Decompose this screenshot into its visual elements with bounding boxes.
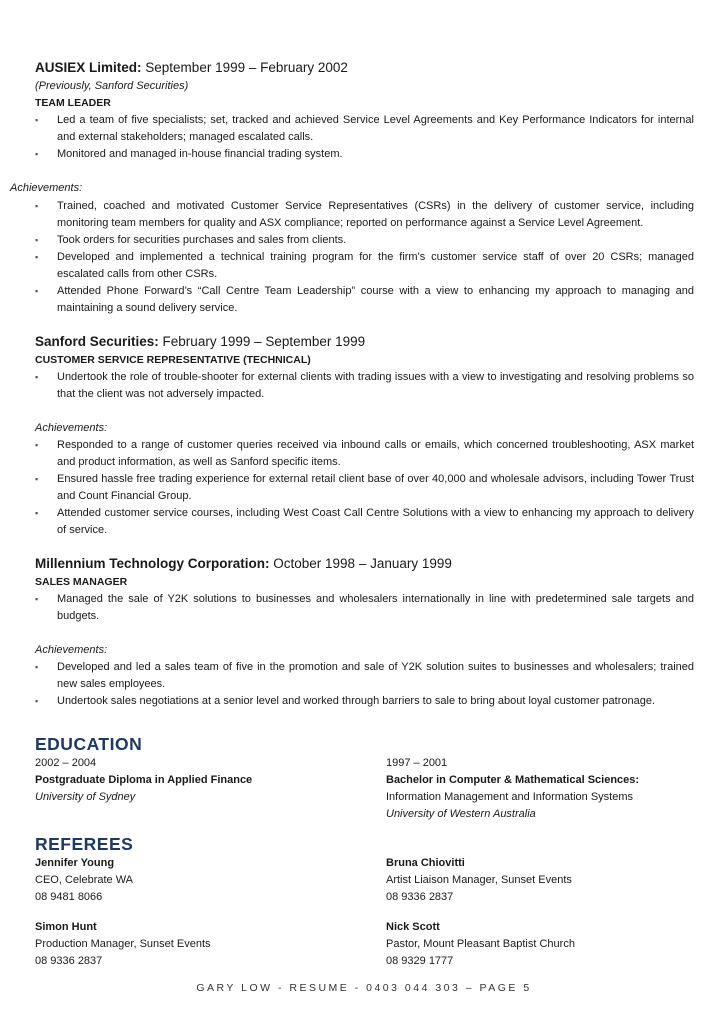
job-heading [35, 332, 694, 352]
duties-list [35, 112, 694, 163]
education-dates: 1997 – 2001 [386, 757, 448, 769]
education-qualification: Bachelor in Computer & Mathematical Sciences: [386, 774, 640, 786]
job-millennium [35, 554, 694, 710]
referee-name: Nick Scott [386, 921, 440, 933]
achievements-list [35, 198, 694, 317]
achievements-list [35, 437, 694, 539]
list-item: ▪ Took orders for securities purchases and sales from clients. [35, 232, 694, 249]
referees-heading: REFEREES [35, 834, 134, 854]
referee-title: Artist Liaison Manager, Sunset Events [386, 874, 572, 886]
job-ausiex [35, 58, 694, 163]
job-title: CUSTOMER SERVICE REPRESENTATIVE (TECHNICAL) [35, 354, 311, 366]
company-name: Millennium Technology Corporation: [35, 556, 270, 571]
referee-title: Production Manager, Sunset Events [35, 938, 211, 950]
referee-name: Simon Hunt [35, 921, 97, 933]
list-item: ▪ Undertook sales negotiations at a senior level and worked through barriers to sale to bring about loyal customer patronage. [35, 693, 694, 710]
job-dates: February 1999 – September 1999 [162, 334, 366, 349]
job-title: SALES MANAGER [35, 576, 128, 588]
duties-list [35, 369, 694, 403]
list-item: ▪ Managed the sale of Y2K solutions to businesses and wholesalers internationally in line with predetermined sale targets and budgets. [35, 591, 694, 625]
job-heading [35, 58, 694, 78]
referee-name: Jennifer Young [35, 857, 115, 869]
education-institution: University of Western Australia [386, 808, 536, 820]
education-right [386, 755, 696, 823]
referee-title: Pastor, Mount Pleasant Baptist Church [386, 938, 575, 950]
referee-phone: 08 9481 8066 [35, 891, 103, 903]
previous-name: (Previously, Sanford Securities) [35, 80, 189, 92]
achievements-list [35, 659, 694, 710]
duties-list [35, 591, 694, 625]
education-dates: 2002 – 2004 [35, 757, 97, 769]
education-heading: EDUCATION [35, 734, 143, 754]
list-item: ▪ Responded to a range of customer queries received via inbound calls or emails, which concerned troubleshooting, ASX market and product information, as well as Sanford specific items. [35, 437, 694, 471]
job-dates: October 1998 – January 1999 [273, 556, 452, 571]
referee-phone: 08 9329 1777 [386, 955, 454, 967]
education-major: Information Management and Information Systems [386, 791, 634, 803]
referee-card [35, 919, 365, 970]
job-ausiex-achievements [35, 198, 694, 317]
page-footer: GARY LOW - RESUME - 0403 044 303 – PAGE 5 [196, 982, 532, 994]
referee-card [386, 919, 716, 970]
list-item: ▪ Led a team of five specialists; set, tracked and achieved Service Level Agreements and Key Performance Indicators for internal and external stakeholders; managed escalated calls. [35, 112, 694, 146]
referee-phone: 08 9336 2837 [35, 955, 103, 967]
list-item: ▪ Trained, coached and motivated Customer Service Representatives (CSRs) in the delivery of customer service, including monitoring team members for quality and ASX compliance; reported on performance against a Service Level Agreement. [35, 198, 694, 232]
achievements-label: Achievements: [10, 182, 83, 194]
referee-card [386, 855, 716, 906]
referee-title: CEO, Celebrate WA [35, 874, 134, 886]
education-institution: University of Sydney [35, 791, 136, 803]
job-dates: September 1999 – February 2002 [145, 60, 348, 75]
job-sanford [35, 332, 694, 539]
education-qualification: Postgraduate Diploma in Applied Finance [35, 774, 253, 786]
list-item: ▪ Ensured hassle free trading experience for external retail client base of over 40,000 and wholesale advisors, including Tower Trust and Count Financial Group. [35, 471, 694, 505]
achievements-label: Achievements: [35, 644, 108, 656]
education-qualification-line [386, 772, 696, 806]
list-item: ▪ Monitored and managed in-house financial trading system. [35, 146, 694, 163]
achievements-label: Achievements: [35, 422, 108, 434]
referee-phone: 08 9336 2837 [386, 891, 454, 903]
list-item: ▪ Developed and implemented a technical training program for the firm's customer service staff of over 20 CSRs; managed escalated calls from other CSRs. [35, 249, 694, 283]
referee-name: Bruna Chiovitti [386, 857, 465, 869]
list-item: ▪ Undertook the role of trouble-shooter for external clients with trading issues with a view to investigating and resolving problems so that the client was not adversely impacted. [35, 369, 694, 403]
list-item: ▪ Attended Phone Forward’s “Call Centre Team Leadership” course with a view to enhancing my approach to managing and maintaining a sound delivery service. [35, 283, 694, 317]
list-item: ▪ Developed and led a sales team of five in the promotion and sale of Y2K solution suites to businesses and wholesalers; trained new sales employees. [35, 659, 694, 693]
list-item: ▪ Attended customer service courses, including West Coast Call Centre Solutions with a view to enhancing my approach to delivery of service. [35, 505, 694, 539]
education-left [35, 755, 365, 806]
referee-card [35, 855, 365, 906]
job-title: TEAM LEADER [35, 97, 111, 109]
company-name: AUSIEX Limited: [35, 60, 142, 75]
job-heading [35, 554, 694, 574]
company-name: Sanford Securities: [35, 334, 159, 349]
